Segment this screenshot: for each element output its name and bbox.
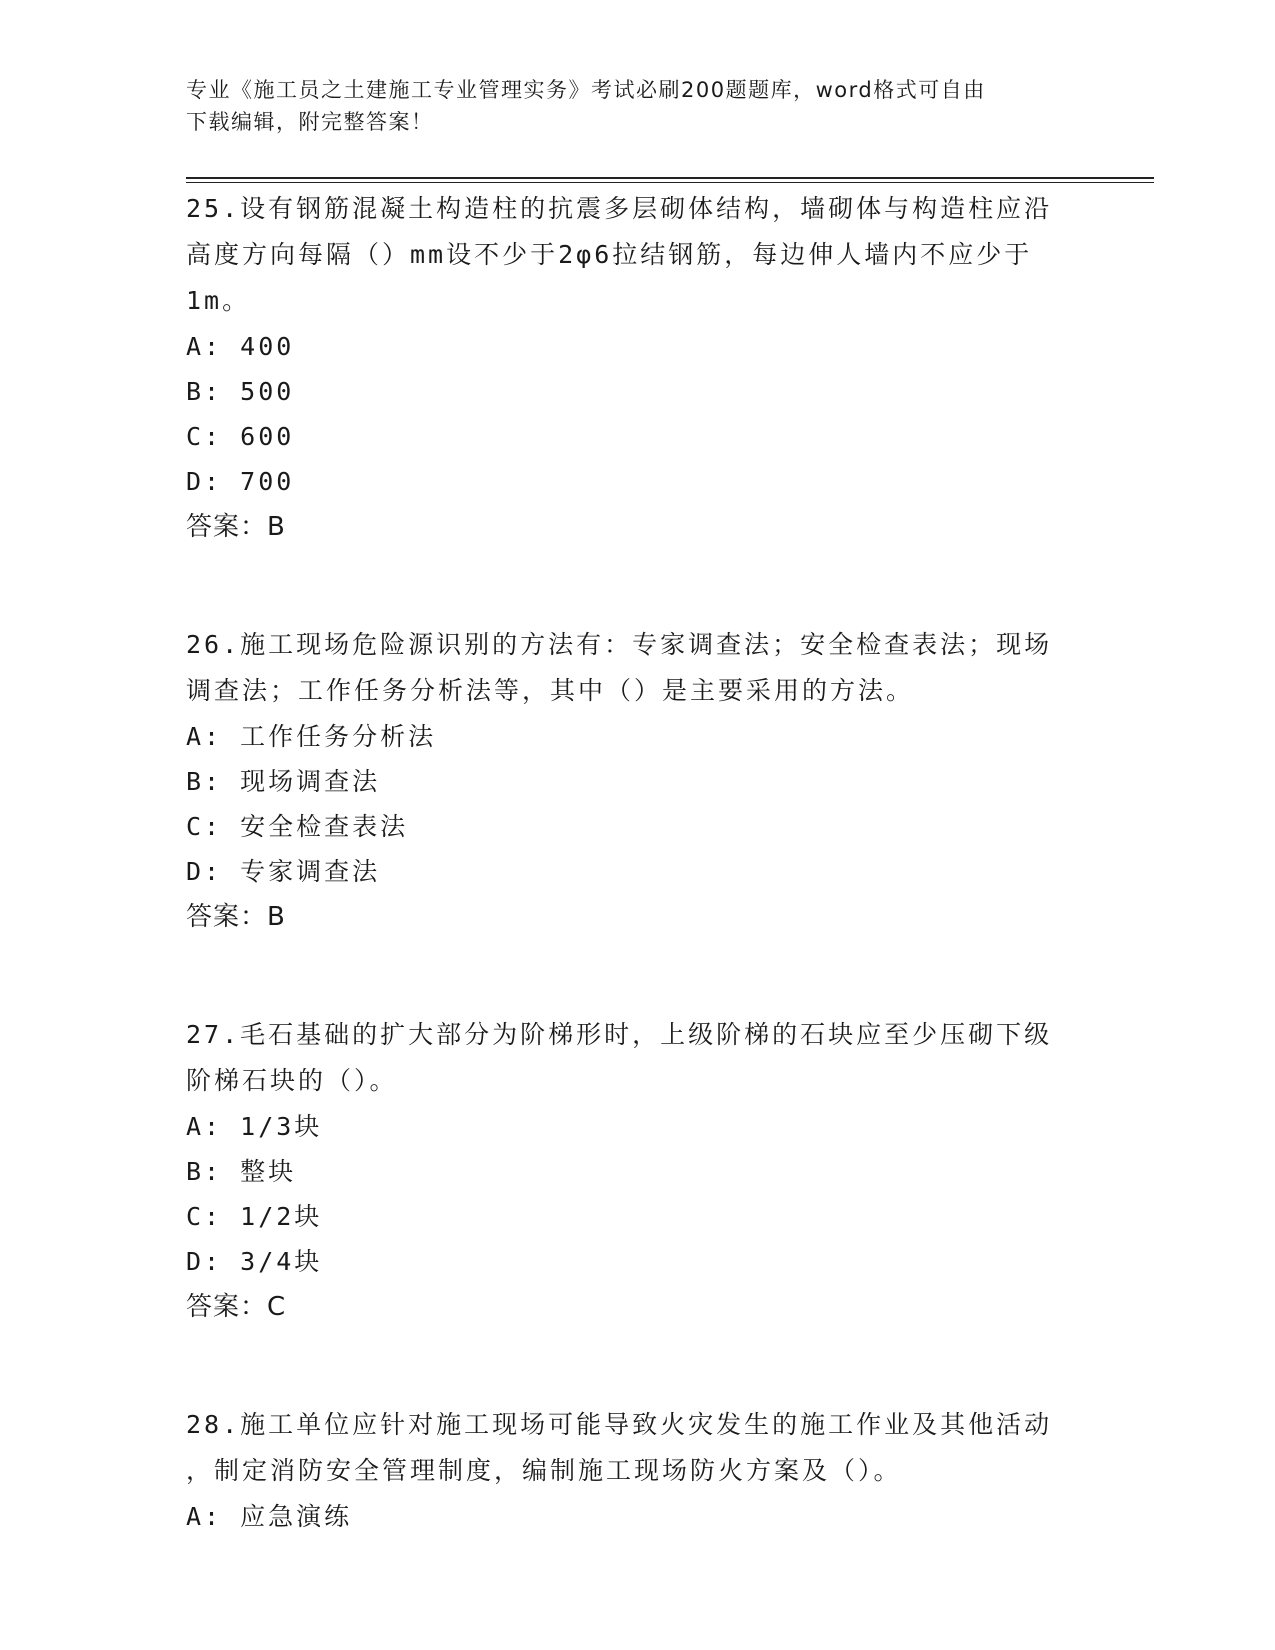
header-rule-thin	[186, 182, 1154, 183]
question-stem-line: 28.施工单位应针对施工现场可能导致火灾发生的施工作业及其他活动	[186, 1410, 1053, 1439]
option-a: A: 1/3块	[186, 1112, 323, 1141]
option-d: D: 专家调查法	[186, 857, 381, 886]
option-d: D: 700	[186, 467, 295, 496]
question-26	[186, 622, 1086, 940]
option-c: C: 1/2块	[186, 1202, 323, 1231]
option-b: B: 整块	[186, 1157, 297, 1186]
question-list	[186, 186, 1086, 1539]
option-a: A: 应急演练	[186, 1502, 353, 1531]
question-stem-line: 1m。	[186, 286, 251, 315]
option-a: A: 400	[186, 332, 295, 361]
header-line-2: 下载编辑，附完整答案！	[186, 110, 434, 134]
option-b: B: 现场调查法	[186, 767, 381, 796]
answer-line: 答案：B	[186, 902, 286, 932]
question-stem-line: 高度方向每隔（）mm设不少于2φ6拉结钢筋，每边伸人墙内不应少于	[186, 240, 1033, 269]
option-c: C: 安全检查表法	[186, 812, 409, 841]
question-stem-line: 25.设有钢筋混凝土构造柱的抗震多层砌体结构，墙砌体与构造柱应沿	[186, 194, 1053, 223]
option-a: A: 工作任务分析法	[186, 722, 437, 751]
header-line-1: 专业《施工员之土建施工专业管理实务》考试必刷200题题库，word格式可自由	[186, 78, 986, 102]
option-b: B: 500	[186, 377, 295, 406]
question-28	[186, 1402, 1086, 1539]
answer-line: 答案：C	[186, 1292, 287, 1322]
question-stem-line: 26.施工现场危险源识别的方法有：专家调查法；安全检查表法；现场	[186, 630, 1053, 659]
document-header	[186, 74, 1066, 138]
question-25	[186, 186, 1086, 550]
option-c: C: 600	[186, 422, 295, 451]
header-rule-thick	[186, 177, 1154, 179]
question-stem-line: 阶梯石块的（）。	[186, 1066, 398, 1095]
question-stem-line: 调查法；工作任务分析法等，其中（）是主要采用的方法。	[186, 676, 915, 705]
question-stem-line: 27.毛石基础的扩大部分为阶梯形时，上级阶梯的石块应至少压砌下级	[186, 1020, 1053, 1049]
option-d: D: 3/4块	[186, 1247, 323, 1276]
question-27	[186, 1012, 1086, 1330]
question-stem-line: ，制定消防安全管理制度，编制施工现场防火方案及（）。	[186, 1456, 902, 1485]
answer-line: 答案：B	[186, 512, 286, 542]
